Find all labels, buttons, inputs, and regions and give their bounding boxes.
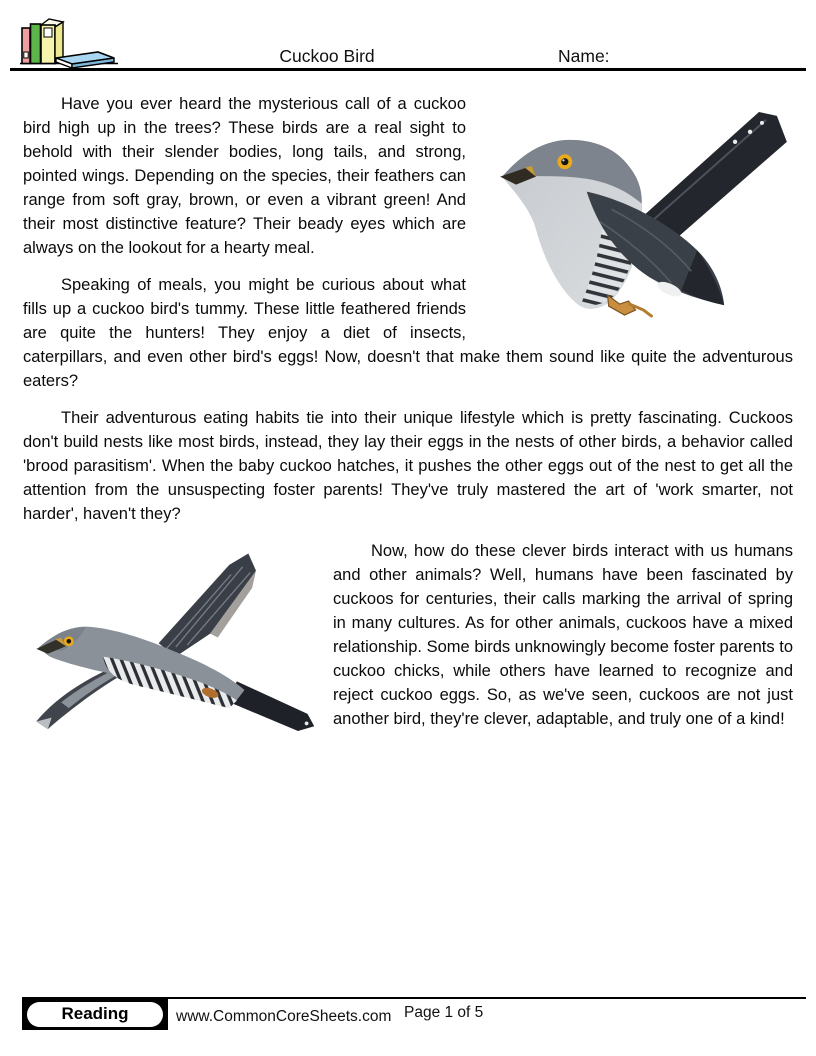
category-badge bbox=[22, 998, 168, 1030]
website-url: www.CommonCoreSheets.com bbox=[176, 1008, 392, 1025]
paragraph-1: Have you ever heard the mysterious call of a cuckoo bird high up in the trees? These birds are a real sight to behold with their slender bodies, long tails, and strong, pointed wings. Depending on the species, their feathers can range from soft gray, brown, or even a vibrant green! And their most distinctive feature? Their beady eyes which are always on the lookout for a hearty meal. bbox=[23, 95, 466, 257]
flying-cuckoo-image bbox=[23, 545, 319, 750]
reading-passage bbox=[23, 92, 793, 752]
paragraph-4: Now, how do these clever birds interact with us humans and other animals? Well, humans have been fascinated by cuckoos for centuries, their calls marking the arrival of spring in many cultures. As for other animals, cuckoos have a mixed relationship. Some birds unknowingly become foster parents to cuckoo chicks, while others have learned to recognize and reject cuckoo eggs. So, as we've seen, cuckoos are not just another bird, they're clever, adaptable, and truly one of a kind! bbox=[333, 542, 793, 728]
category-pill bbox=[27, 1002, 163, 1027]
worksheet-title: Cuckoo Bird bbox=[279, 46, 375, 66]
page-number: Page 1 of 5 bbox=[404, 1004, 484, 1021]
header-divider bbox=[10, 68, 806, 71]
perched-cuckoo-image bbox=[490, 100, 793, 324]
category-label: Reading bbox=[61, 1004, 129, 1023]
paragraph-2: Speaking of meals, you might be curious about what fills up a cuckoo bird's tummy. These little feathered friends are quite the hunters! They enjoy a diet of insects, caterpillars, and even other bird's eggs! Now, doesn't that make them sound like quite the adventurous eaters? bbox=[23, 276, 793, 390]
paragraph-3: Their adventurous eating habits tie into their unique lifestyle which is pretty fascinating. Cuckoos don't build nests like most birds, instead, they lay their eggs in the nests of other birds, a behavior called 'brood parasitism'. When the baby cuckoo hatches, it pushes the other eggs out of the nest to get all the attention from the unsuspecting foster parents! They've truly mastered the art of 'work smarter, not harder', haven't they? bbox=[23, 409, 793, 523]
name-label: Name: bbox=[558, 46, 610, 66]
